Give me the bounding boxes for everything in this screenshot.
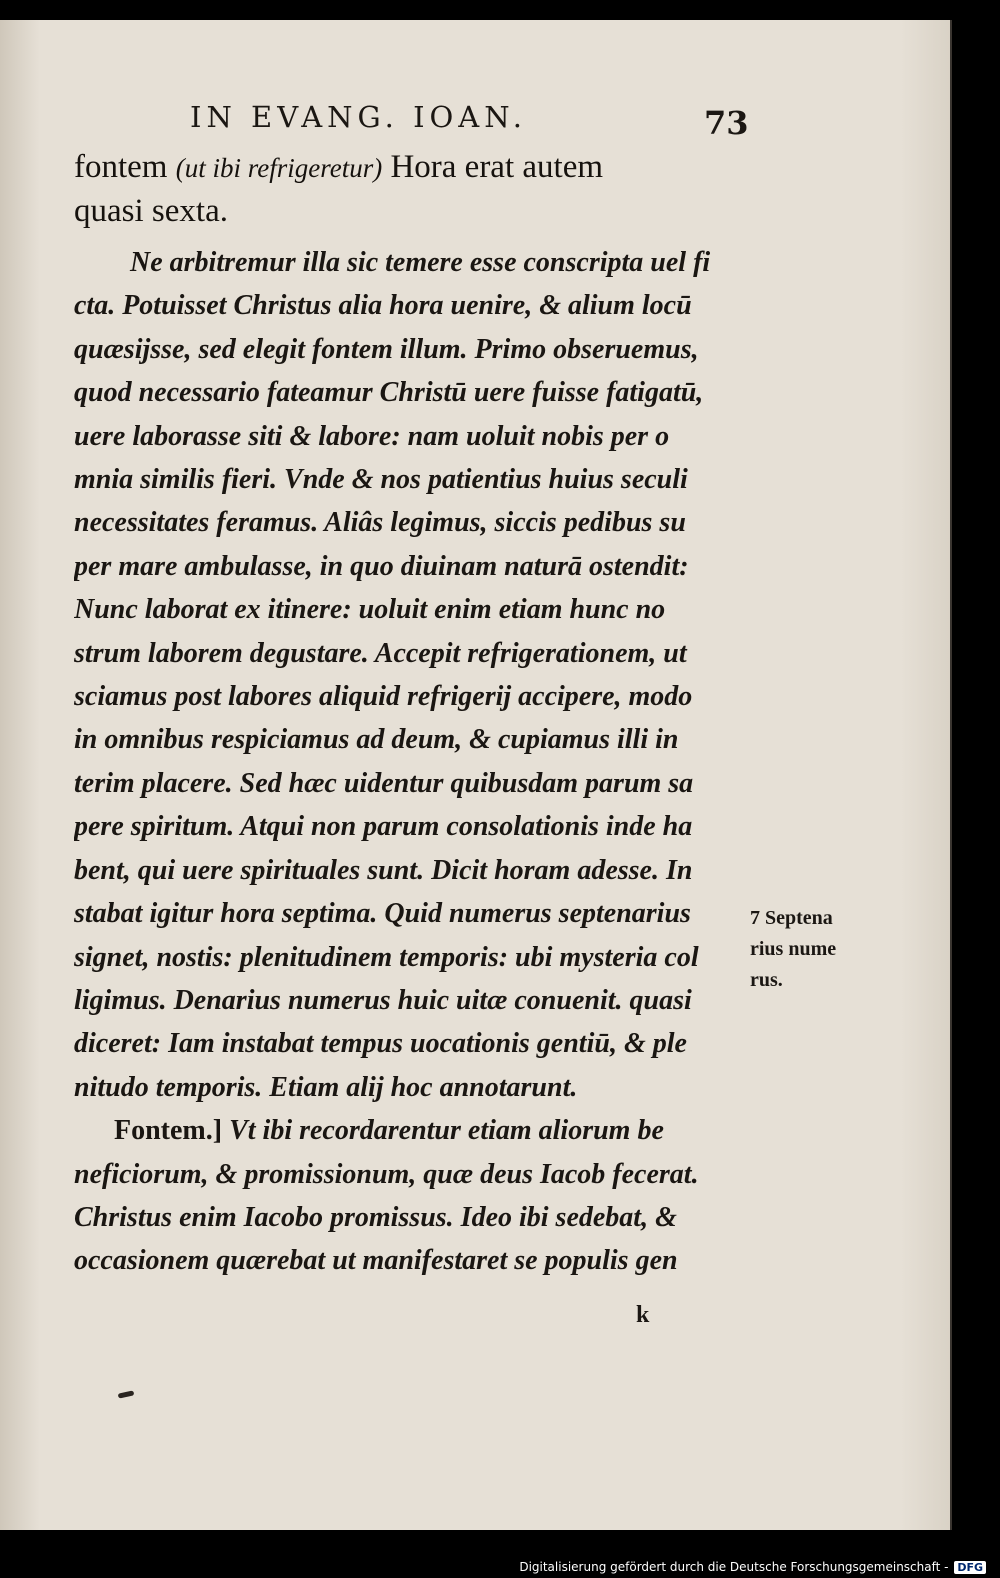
text-line: bent, qui uere spirituales sunt. Dicit horam adesse. In [74,854,693,886]
text-line: necessitates feramus. Aliâs legimus, siccis pedibus su [74,507,686,539]
text-line: uere laborasse siti & labore: nam uoluit nobis per o [74,420,670,452]
opening-line-2: quasi sexta. [74,193,228,229]
text-line: in omnibus respiciamus ad deum, & cupiamus illi in [74,724,679,756]
opening-lines [74,146,754,233]
text-line: per mare ambulasse, in quo diuinam naturā ostendit: [74,550,689,582]
digitization-footer [519,1560,986,1574]
opening-end: Hora erat autem [390,149,604,185]
marginal-note-line: rius nume [750,938,837,960]
text-line: neficiorum, & promissionum, quæ deus Iacob fecerat. [74,1158,699,1190]
footer-text: Digitalisierung gefördert durch die Deutsche Forschungsgemeinschaft - [519,1560,949,1574]
catchword: k [636,1302,650,1328]
text-line: pere spiritum. Atqui non parum consolationis inde ha [74,811,693,843]
marginal-note [750,903,910,996]
text-line: cta. Potuisset Christus alia hora uenire, & alium locū [74,290,692,322]
marginal-note-line: 7 Septena [750,907,833,929]
fontem-paragraph [74,1109,754,1283]
text-line: terim placere. Sed hæc uidentur quibusdam parum sa [74,767,694,799]
lemma-text: Vt ibi recordarentur etiam aliorum be [229,1115,664,1147]
opening-word: fontem [74,149,168,185]
text-line [74,1109,754,1152]
text-line: occasionem quærebat ut manifestaret se populis gen [74,1245,678,1277]
dfg-logo-icon: DFG [954,1561,986,1574]
text-line: sciamus post labores aliquid refrigerij accipere, modo [74,681,693,713]
text-line: quod necessario fateamur Christū uere fuisse fatigatū, [74,377,704,409]
text-line: Nunc laborat ex itinere: uoluit enim etiam hunc no [74,594,666,626]
text-line: mnia similis fieri. Vnde & nos patientius huius seculi [74,464,688,496]
commentary-paragraph [74,241,754,1109]
text-line: diceret: Iam instabat tempus uocationis gentiū, & ple [74,1028,687,1060]
text-line: Christus enim Iacobo promissus. Ideo ibi sedebat, & [74,1201,677,1233]
marginal-note-line: rus. [750,969,783,991]
text-line: ligimus. Denarius numerus huic uitæ conuenit. quasi [74,984,692,1016]
opening-aside: (ut ibi refrigeretur) [175,153,383,183]
page-header [190,100,750,140]
text-line: Ne arbitremur illa sic temere esse conscripta uel fi [130,247,711,278]
text-line: quæsijsse, sed elegit fontem illum. Primo obseruemus, [74,333,699,365]
lemma: Fontem.] [114,1115,223,1147]
main-text-block [74,146,754,1283]
text-line: signet, nostis: plenitudinem temporis: ubi mysteria col [74,941,699,973]
running-title: IN EVANG. IOAN. [190,100,527,134]
text-line: stabat igitur hora septima. Quid numerus septenarius [74,898,691,930]
page-number: 73 [704,104,749,142]
text-line: nitudo temporis. Etiam alij hoc annotarunt. [74,1071,578,1103]
text-line: strum laborem degustare. Accepit refrigerationem, ut [74,637,687,669]
